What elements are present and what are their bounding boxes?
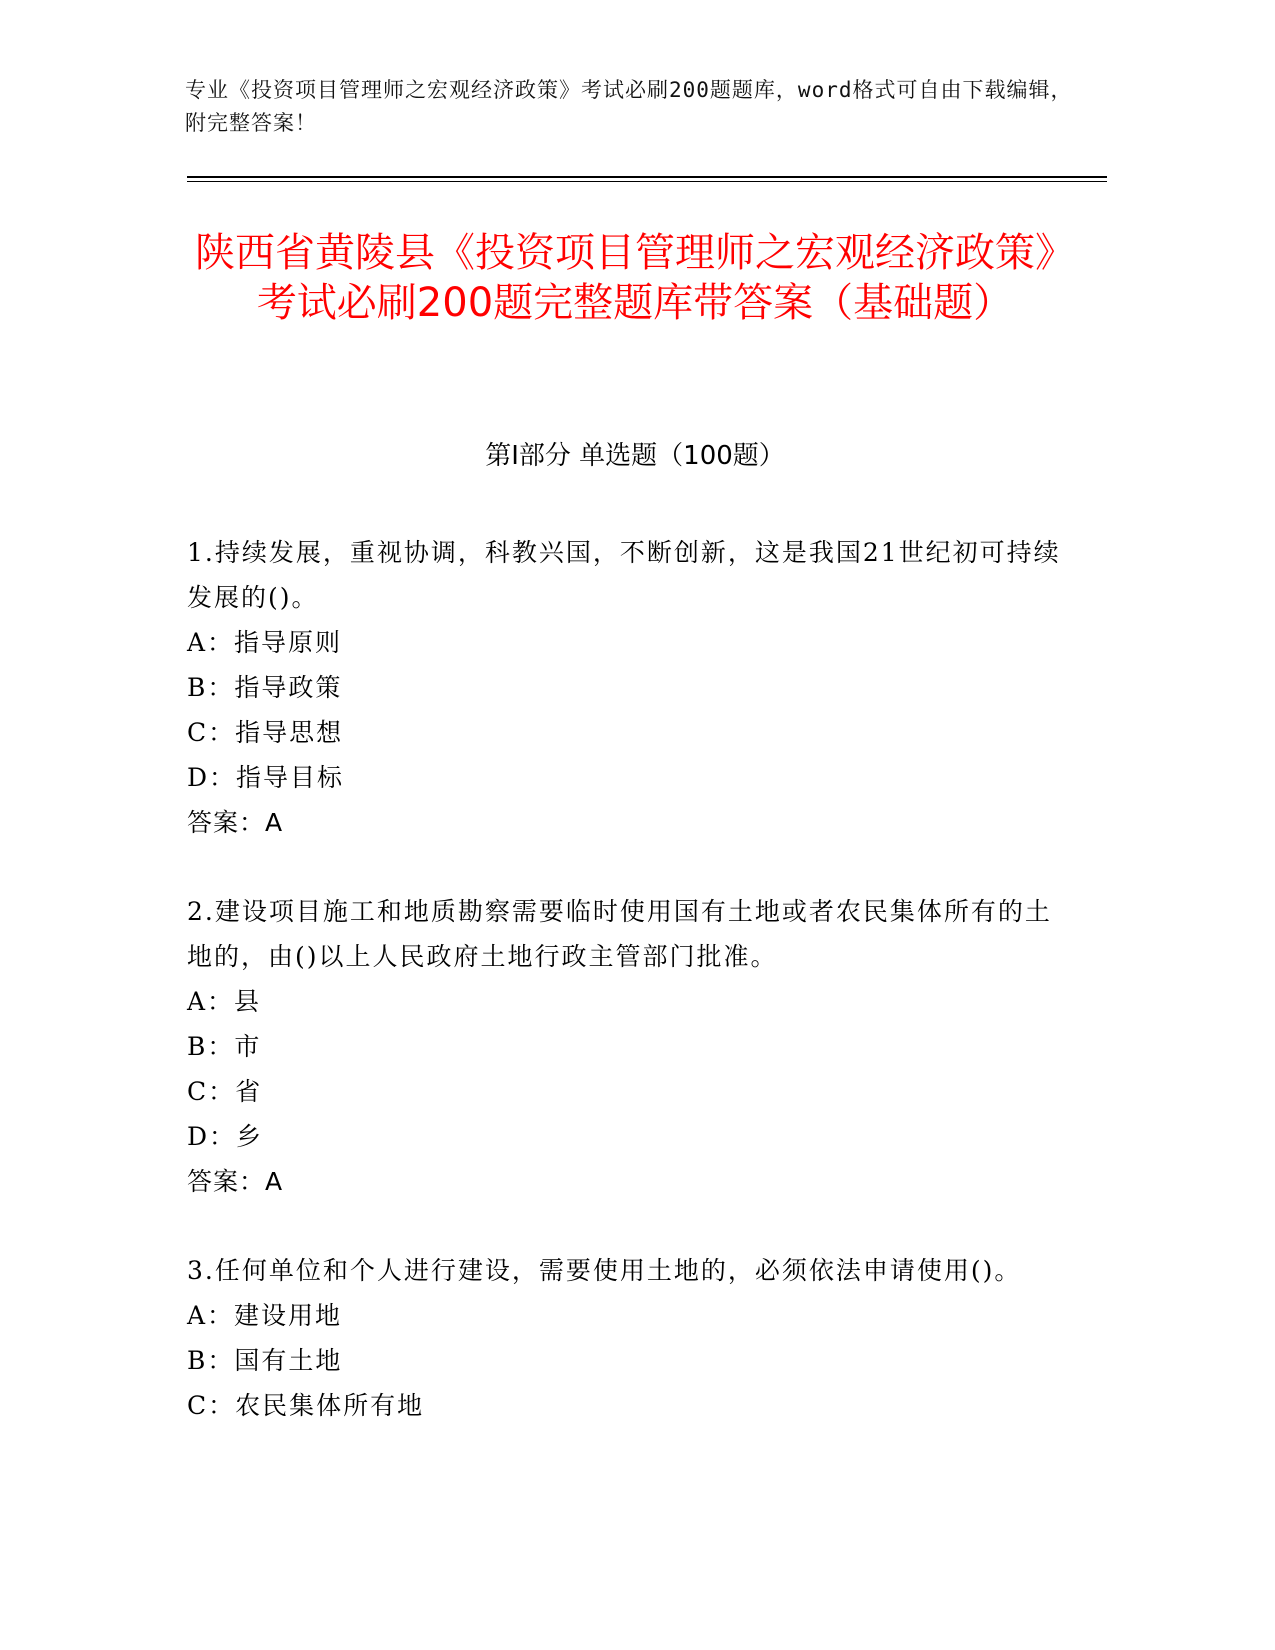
option-b: B：国有土地	[187, 1346, 343, 1375]
header-rule-thick	[187, 176, 1107, 178]
question-text: 3.任何单位和个人进行建设，需要使用土地的，必须依法申请使用()。	[187, 1256, 1022, 1285]
option-c: C：农民集体所有地	[187, 1391, 425, 1420]
option-d: D：乡	[187, 1122, 264, 1151]
document-title: 陕西省黄陵县《投资项目管理师之宏观经济政策》考试必刷200题完整题库带答案（基础题）	[195, 230, 1075, 326]
option-c: C：省	[187, 1077, 263, 1106]
question-text: 1.持续发展，重视协调，科教兴国，不断创新，这是我国21世纪初可持续发展的()。	[187, 538, 1061, 612]
option-b: B：指导政策	[187, 673, 343, 702]
question-text: 2.建设项目施工和地质勘察需要临时使用国有土地或者农民集体所有的土地的，由()以上人民政府土地行政主管部门批准。	[187, 897, 1052, 971]
section-title: 第I部分 单选题（100题）	[485, 441, 785, 471]
option-c: C：指导思想	[187, 718, 344, 747]
answer-line: 答案：A	[187, 1167, 284, 1196]
question-3	[187, 1248, 1067, 1428]
header-note: 专业《投资项目管理师之宏观经济政策》考试必刷200题题库，word格式可自由下载编辑，附完整答案！	[185, 78, 1073, 135]
option-a: A：指导原则	[187, 628, 343, 657]
option-d: D：指导目标	[187, 763, 345, 792]
answer-line: 答案：A	[187, 808, 284, 837]
option-a: A：建设用地	[187, 1301, 343, 1330]
question-list	[187, 530, 1067, 1472]
header-rule-thin	[187, 181, 1107, 182]
question-1	[187, 530, 1067, 845]
option-b: B：市	[187, 1032, 262, 1061]
option-a: A：县	[187, 987, 262, 1016]
question-2	[187, 889, 1067, 1204]
